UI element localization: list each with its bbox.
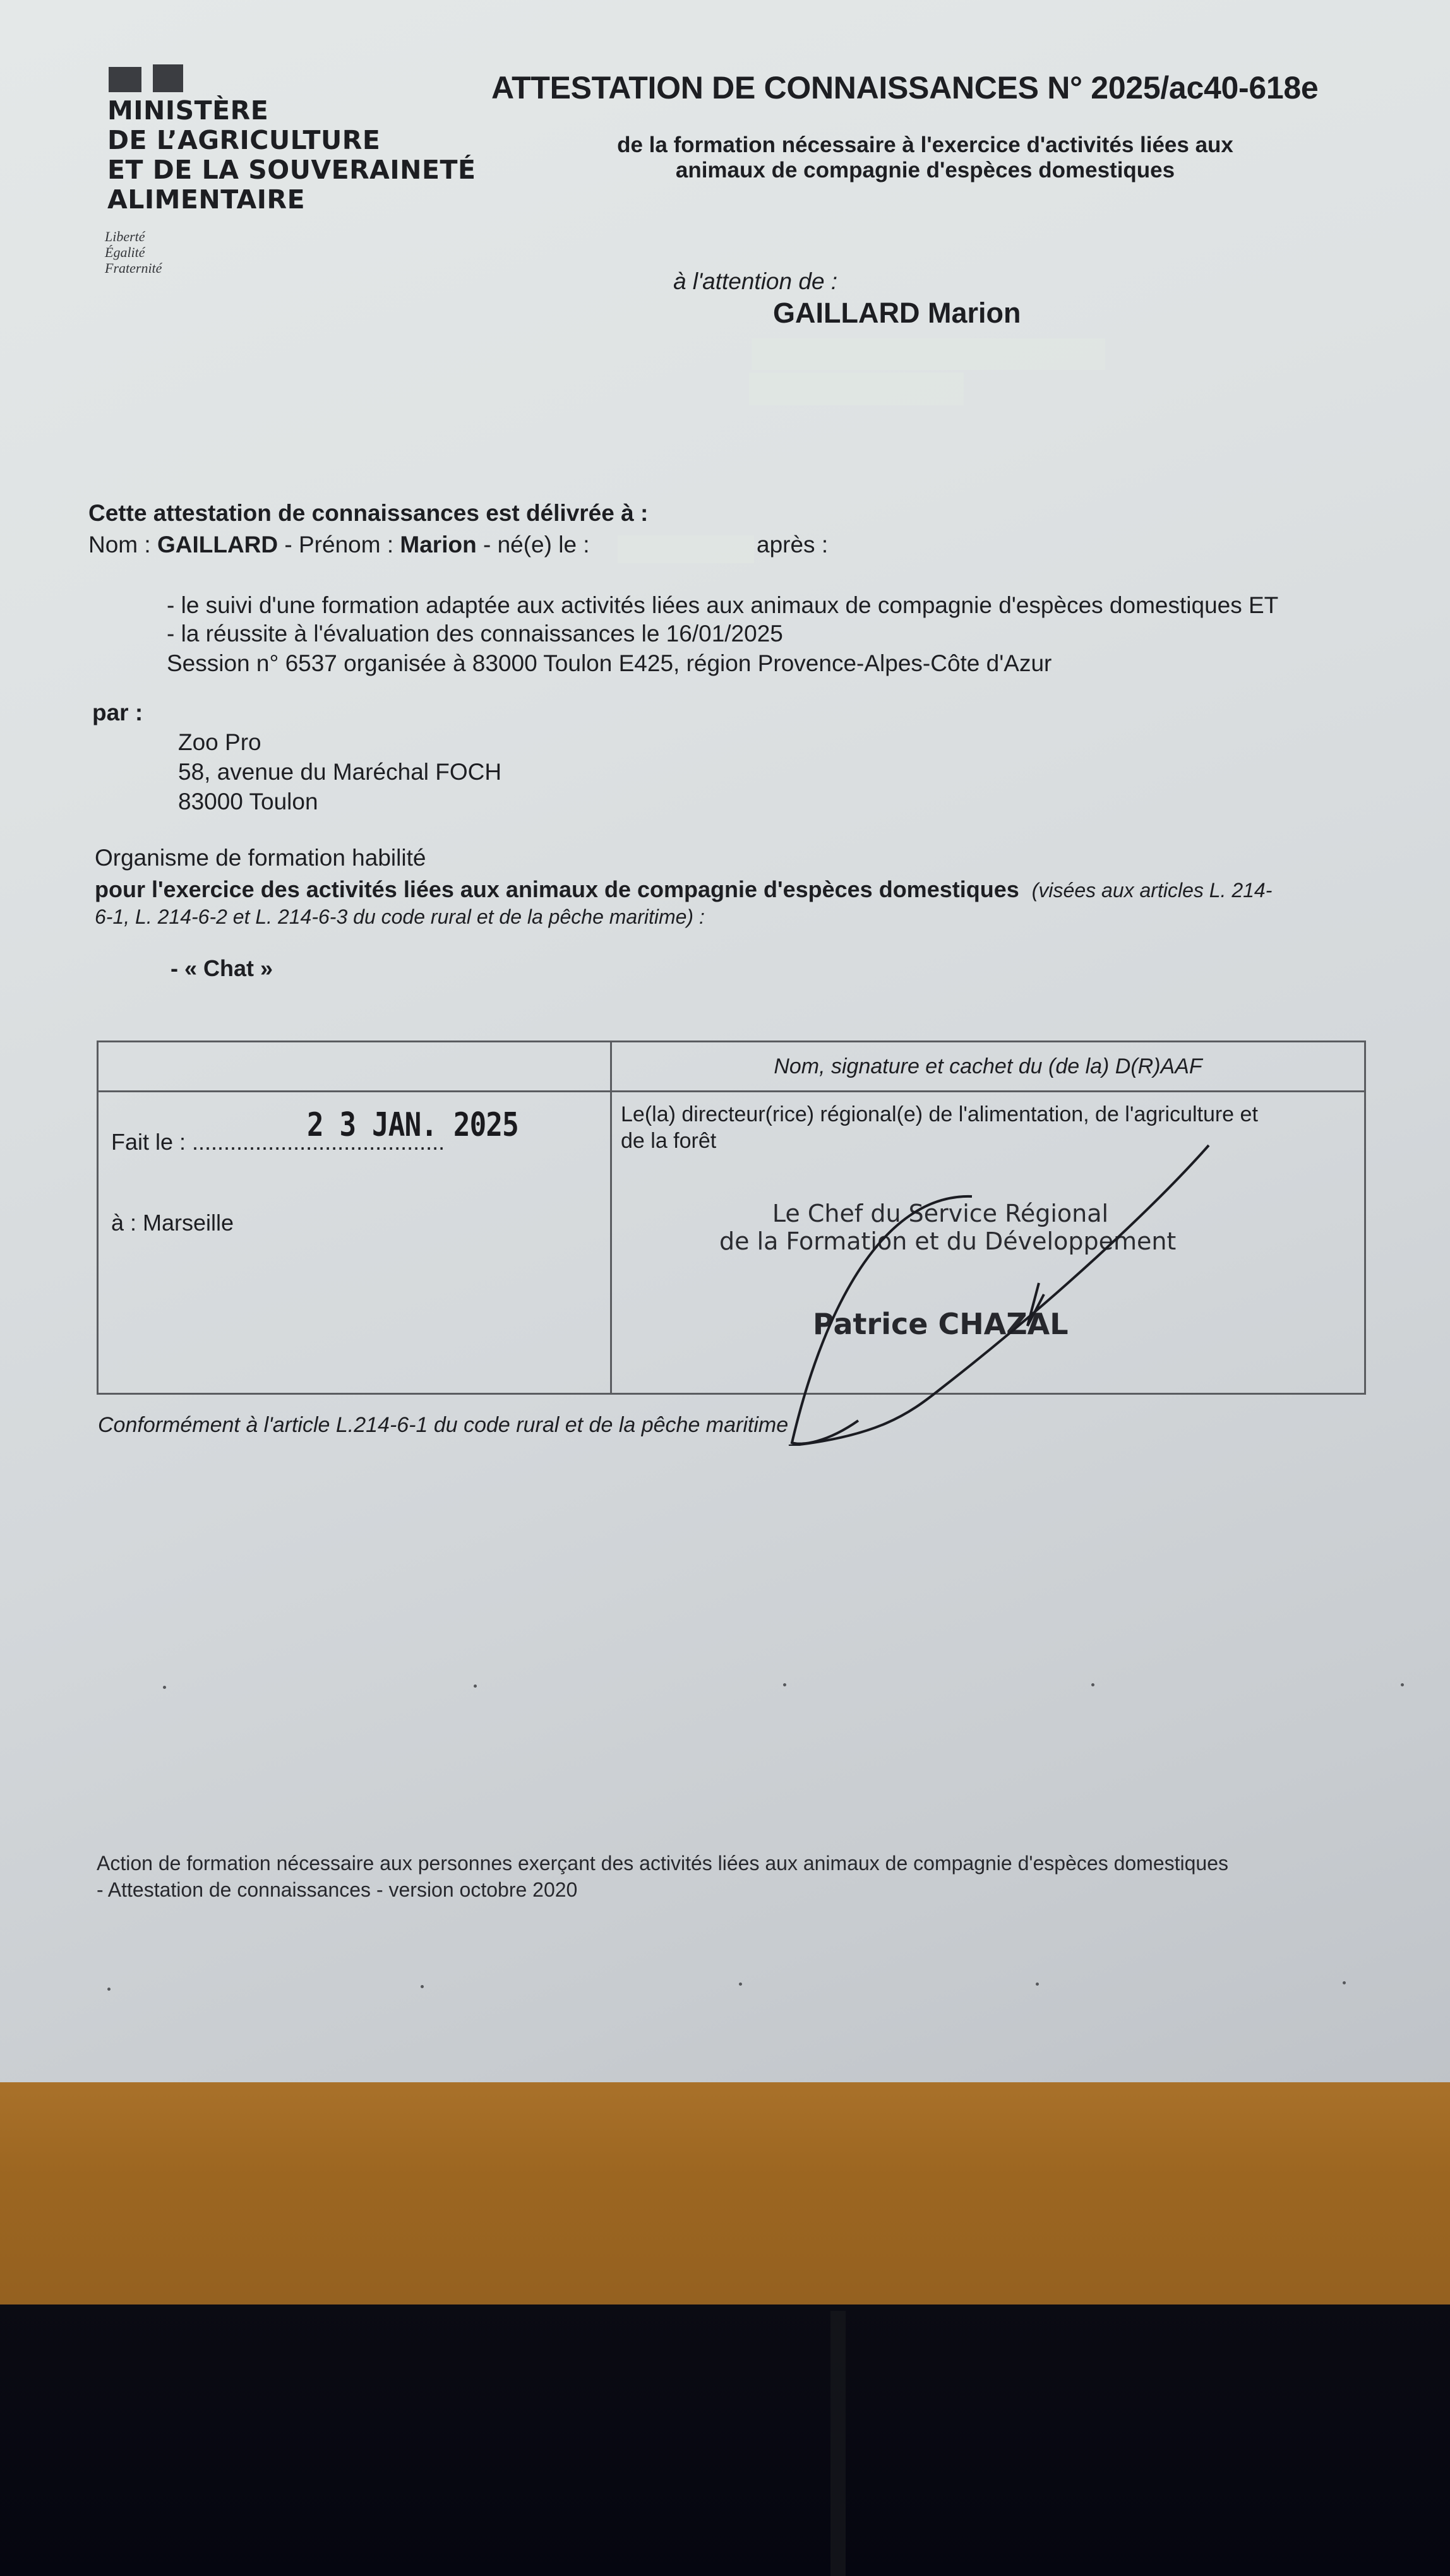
floor-background xyxy=(0,2305,1450,2576)
nom-value: GAILLARD xyxy=(157,532,279,558)
ministry-line-1: MINISTÈRE xyxy=(107,95,269,126)
ministry-name xyxy=(107,96,476,215)
habilitation-articles-a: (visées aux articles L. 214- xyxy=(1031,879,1273,902)
place-date-cell xyxy=(98,1092,611,1394)
print-dot xyxy=(107,1988,111,1991)
director-title-line-1: Le(la) directeur(rice) régional(e) de l'alimentation, de l'agriculture et xyxy=(621,1102,1258,1126)
organizer-address-1: 58, avenue du Maréchal FOCH xyxy=(178,759,502,785)
document-footer xyxy=(97,1850,1228,1903)
table-header-draaf: Nom, signature et cachet du (de la) D(R)AAF xyxy=(611,1042,1365,1092)
redacted-address-2 xyxy=(749,373,964,405)
print-dot xyxy=(163,1686,166,1689)
attention-label: à l'attention de : xyxy=(673,268,838,294)
fait-le-label: Fait le : ........................................ xyxy=(111,1129,445,1155)
habilitation-line-1: Organisme de formation habilité xyxy=(95,845,426,871)
habilitation-articles-b: 6-1, L. 214-6-2 et L. 214-6-3 du code rural et de la pêche maritime) : xyxy=(95,905,705,928)
republic-motto xyxy=(105,229,162,276)
print-dot xyxy=(739,1983,742,1986)
place-marseille: à : Marseille xyxy=(111,1210,234,1236)
document-subtitle: de la formation nécessaire à l'exercice d'activités liées aux animaux de compagnie d'espèces domestiques xyxy=(617,133,1233,182)
date-stamp: 2 3 JAN. 2025 xyxy=(307,1106,518,1144)
organizer-address-2: 83000 Toulon xyxy=(178,789,318,814)
print-dot xyxy=(1343,1981,1346,1984)
redacted-address-1 xyxy=(752,338,1105,370)
print-dot xyxy=(421,1985,424,1988)
species-chat: - « Chat » xyxy=(171,955,273,981)
habilitation-bold: pour l'exercice des activités liées aux animaux de compagnie d'espèces domestiques xyxy=(95,876,1019,902)
footer-line-1: Action de formation nécessaire aux personnes exerçant des activités liées aux animaux de compagnie d'espèces domestiques xyxy=(97,1852,1229,1875)
director-title-line-2: de la forêt xyxy=(621,1129,717,1153)
motto-fraternite: Fraternité xyxy=(105,260,162,276)
delivery-heading: Cette attestation de connaissances est délivrée à : xyxy=(88,500,649,526)
conformity-note: Conformément à l'article L.214-6-1 du code rural et de la pêche maritime xyxy=(98,1413,789,1437)
signature-cell xyxy=(611,1092,1365,1394)
redacted-birthdate xyxy=(618,535,754,563)
table-header-empty xyxy=(98,1042,611,1092)
chef-line-2: de la Formation et du Développement xyxy=(719,1227,1177,1255)
delivery-item-1: - le suivi d'une formation adaptée aux activités liées aux animaux de compagnie d'espèces domestiques ET xyxy=(167,592,1279,618)
ministry-line-3: ET DE LA SOUVERAINETÉ xyxy=(107,155,476,185)
signature-table xyxy=(97,1041,1366,1395)
print-dot xyxy=(1401,1683,1404,1686)
motto-liberte: Liberté xyxy=(105,229,145,244)
chef-line-1: Le Chef du Service Régional xyxy=(772,1200,1109,1227)
document-title: ATTESTATION DE CONNAISSANCES N° 2025/ac40-618e xyxy=(491,70,1319,105)
footer-line-2: - Attestation de connaissances - version octobre 2020 xyxy=(97,1878,578,1901)
desk-surface xyxy=(0,2082,1450,2317)
organizer-name: Zoo Pro xyxy=(178,729,261,755)
print-dot xyxy=(783,1683,786,1686)
ministry-line-2: DE L’AGRICULTURE xyxy=(107,125,381,155)
floor-seam xyxy=(830,2311,846,2576)
par-label: par : xyxy=(92,700,143,725)
ministry-line-4: ALIMENTAIRE xyxy=(107,184,306,215)
print-dot xyxy=(1091,1683,1094,1686)
born-label: - né(e) le : xyxy=(476,532,590,558)
prenom-label: - Prénom : xyxy=(278,532,400,558)
delivery-item-2: - la réussite à l'évaluation des connaissances le 16/01/2025 xyxy=(167,621,783,647)
recipient-identity xyxy=(88,532,590,558)
print-dot xyxy=(1036,1983,1039,1986)
motto-egalite: Égalité xyxy=(105,244,145,260)
nom-label: Nom : xyxy=(88,532,157,558)
prenom-value: Marion xyxy=(400,532,477,558)
handwritten-signature-icon xyxy=(612,1092,1367,1446)
signatory-name: Patrice CHAZAL xyxy=(813,1307,1069,1341)
after-label: après : xyxy=(757,532,829,558)
session-info: Session n° 6537 organisée à 83000 Toulon E425, région Provence-Alpes-Côte d'Azur xyxy=(167,650,1052,676)
print-dot xyxy=(474,1685,477,1688)
marianne-logo-icon xyxy=(109,64,186,93)
habilitation-line-2 xyxy=(95,876,1272,903)
recipient-name: GAILLARD Marion xyxy=(773,297,1021,329)
